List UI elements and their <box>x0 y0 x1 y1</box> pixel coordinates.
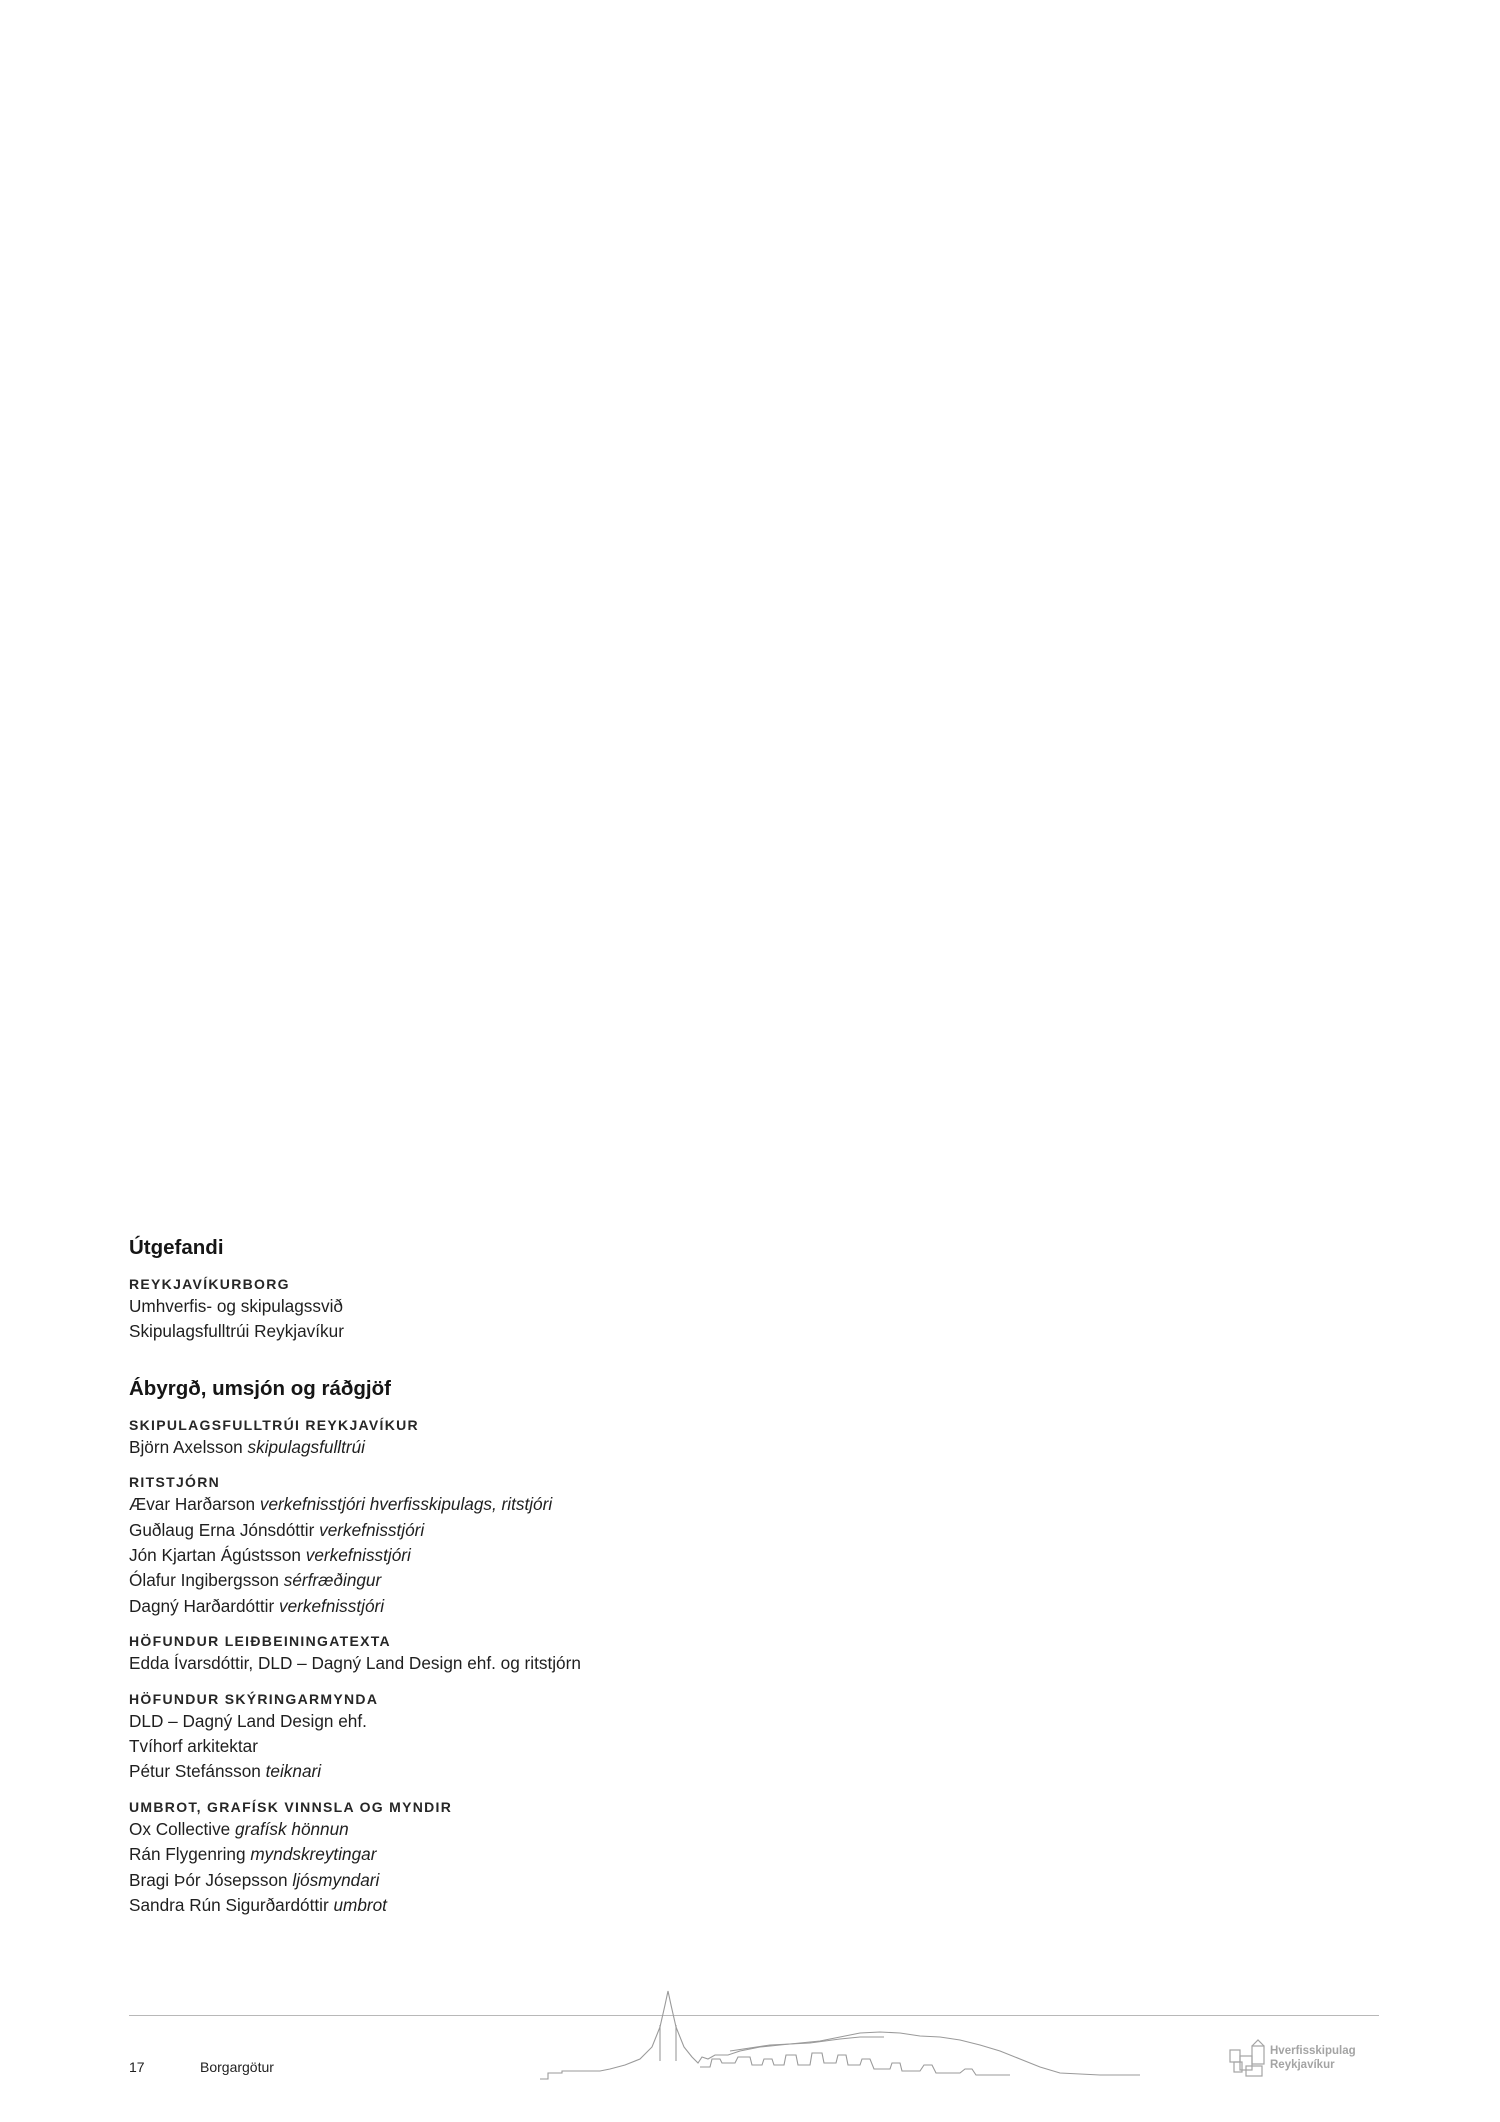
credit-role: teiknari <box>265 1761 322 1782</box>
credit-name: Edda Ívarsdóttir, DLD – Dagný Land Design ehf. og ritstjórn <box>129 1653 581 1674</box>
credit-line <box>129 1651 929 1676</box>
credit-name: Jón Kjartan Ágústsson <box>129 1545 301 1566</box>
credit-line <box>129 1817 929 1842</box>
credits-block <box>129 1234 929 1931</box>
credit-line <box>129 1492 929 1517</box>
credit-name: Umhverfis- og skipulagssvið <box>129 1296 343 1316</box>
credit-name: Skipulagsfulltrúi Reykjavíkur <box>129 1321 344 1342</box>
credit-line <box>129 1294 929 1319</box>
hverfisskipulag-logo-icon <box>1228 2038 1268 2078</box>
credit-name: Guðlaug Erna Jónsdóttir <box>129 1519 315 1540</box>
credit-line <box>129 1435 929 1460</box>
credit-line <box>129 1518 929 1543</box>
credit-name: Ólafur Ingibergsson <box>129 1570 279 1591</box>
credit-line <box>129 1594 929 1619</box>
group-heading: SKIPULAGSFULLTRÚI REYKJAVÍKUR <box>129 1416 419 1433</box>
credit-line <box>129 1568 929 1593</box>
credit-name: Rán Flygenring <box>129 1844 246 1865</box>
credit-role: verkefnisstjóri hverfisskipulags, ritstjóri <box>259 1494 553 1515</box>
credit-name: Sandra Rún Sigurðardóttir <box>129 1895 329 1916</box>
credit-role: ljósmyndari <box>292 1869 380 1890</box>
reykjavik-skyline-illustration <box>540 1985 1180 2085</box>
credit-name: Björn Axelsson <box>129 1436 243 1457</box>
credits-group <box>129 1415 929 1460</box>
credit-line <box>129 1734 929 1759</box>
group-heading: RITSTJÓRN <box>129 1474 221 1491</box>
credit-name: Ævar Harðarson <box>129 1494 256 1515</box>
credit-role: verkefnisstjóri <box>319 1519 425 1540</box>
credit-name: Pétur Stefánsson <box>129 1761 261 1782</box>
logo-line-1: Hverfisskipulag <box>1270 2045 1356 2057</box>
credits-group <box>129 1274 929 1345</box>
credits-section <box>129 1375 929 1919</box>
credit-name: Tvíhorf arkitektar <box>129 1736 258 1757</box>
page-number: 17 <box>129 2059 145 2075</box>
credit-role: umbrot <box>333 1895 387 1916</box>
credits-group <box>129 1631 929 1676</box>
credit-role: verkefnisstjóri <box>279 1595 385 1616</box>
credit-line <box>129 1893 929 1918</box>
credit-name: Bragi Þór Jósepsson <box>129 1869 288 1890</box>
group-heading: UMBROT, GRAFÍSK VINNSLA OG MYNDIR <box>129 1798 453 1815</box>
hverfisskipulag-logo <box>1228 2036 1380 2082</box>
credit-line <box>129 1842 929 1867</box>
credit-line <box>129 1319 929 1344</box>
credit-role: grafísk hönnun <box>235 1818 349 1839</box>
group-heading: REYKJAVÍKURBORG <box>129 1276 290 1292</box>
section-title: Útgefandi <box>129 1236 224 1259</box>
credit-line <box>129 1543 929 1568</box>
credit-name: Ox Collective <box>129 1818 231 1839</box>
group-heading: HÖFUNDUR LEIÐBEININGATEXTA <box>129 1633 391 1650</box>
credits-group <box>129 1472 929 1619</box>
credit-line <box>129 1868 929 1893</box>
credit-role: sérfræðingur <box>283 1570 382 1591</box>
credit-role: myndskreytingar <box>250 1844 377 1865</box>
document-title: Borgargötur <box>200 2059 274 2075</box>
credits-group <box>129 1689 929 1785</box>
group-heading: HÖFUNDUR SKÝRINGARMYNDA <box>129 1690 379 1707</box>
section-title: Ábyrgð, umsjón og ráðgjöf <box>129 1376 391 1400</box>
credit-name: DLD – Dagný Land Design ehf. <box>129 1710 367 1731</box>
logo-line-2: Reykjavíkur <box>1270 2059 1335 2071</box>
credit-role: verkefnisstjóri <box>305 1545 411 1566</box>
credit-role: skipulagsfulltrúi <box>247 1436 365 1457</box>
credit-name: Dagný Harðardóttir <box>129 1595 275 1616</box>
credit-line <box>129 1709 929 1734</box>
credit-line <box>129 1759 929 1784</box>
credits-group <box>129 1797 929 1919</box>
credits-section <box>129 1234 929 1345</box>
